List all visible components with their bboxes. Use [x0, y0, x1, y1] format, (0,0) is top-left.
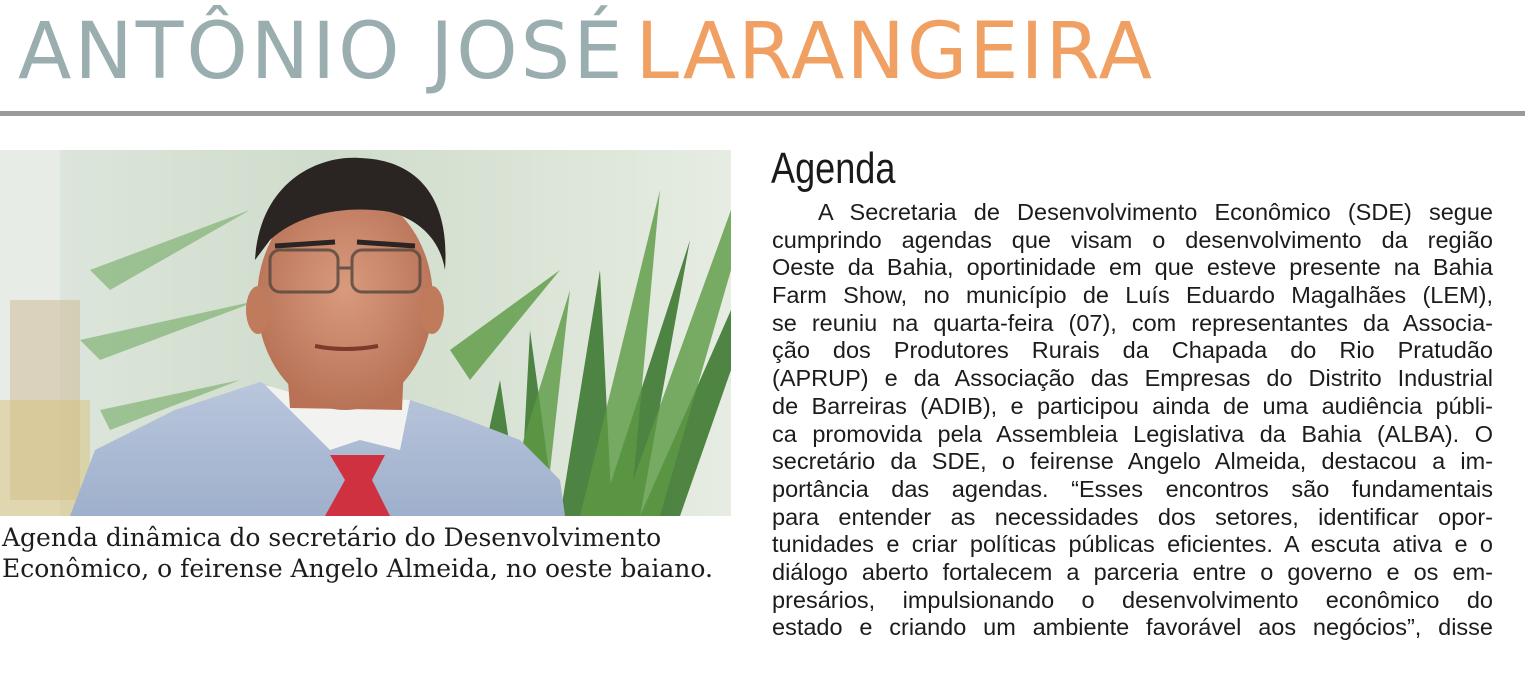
- body-line: se reuniu na quarta-feira (07), com representantes da Associa-: [772, 309, 1493, 336]
- body-line: para entender as necessidades dos setores, identificar opor-: [772, 503, 1493, 530]
- body-line: (APRUP) e da Associação das Empresas do Distrito Industrial: [772, 365, 1493, 392]
- body-line: de Barreiras (ADIB), e participou ainda de uma audiência públi-: [772, 392, 1493, 419]
- body-line: cumprindo agendas que visam o desenvolvimento da região: [772, 226, 1493, 253]
- article-headline: Agenda: [771, 144, 896, 193]
- body-line: tunidades e criar políticas públicas eficientes. A escuta ativa e o: [772, 531, 1493, 558]
- body-line: secretário da SDE, o feirense Angelo Almeida, destacou a im-: [772, 448, 1493, 475]
- article-photo: [0, 150, 731, 516]
- body-line: portância das agendas. “Esses encontros são fundamentais: [772, 475, 1493, 502]
- body-line: Farm Show, no município de Luís Eduardo Magalhães (LEM),: [772, 282, 1493, 309]
- author-first-name: ANTÔNIO JOSÉ: [18, 7, 626, 97]
- photo-caption: Agenda dinâmica do secretário do Desenvolvimento Econômico, o feirense Angelo Almeida, no oeste baiano.: [2, 523, 713, 583]
- body-line: Oeste da Bahia, oportinidade em que esteve presente na Bahia: [772, 254, 1493, 281]
- body-line: diálogo aberto fortalecem a parceria entre o governo e os em-: [772, 558, 1493, 585]
- header-divider: [0, 111, 1525, 116]
- body-line: A Secretaria de Desenvolvimento Econômico (SDE) segue: [818, 199, 1493, 225]
- body-line: presários, impulsionando o desenvolvimento econômico do: [772, 586, 1493, 613]
- body-line: ção dos Produtores Rurais da Chapada do Rio Pratudão: [772, 337, 1493, 364]
- body-line: estado e criando um ambiente favorável aos negócios”, disse: [772, 614, 1493, 641]
- article-body: [772, 199, 1493, 642]
- author-last-name: LARANGEIRA: [635, 7, 1154, 97]
- body-line: ca promovida pela Assembleia Legislativa da Bahia (ALBA). O: [772, 420, 1493, 447]
- columnist-name: [18, 2, 1154, 102]
